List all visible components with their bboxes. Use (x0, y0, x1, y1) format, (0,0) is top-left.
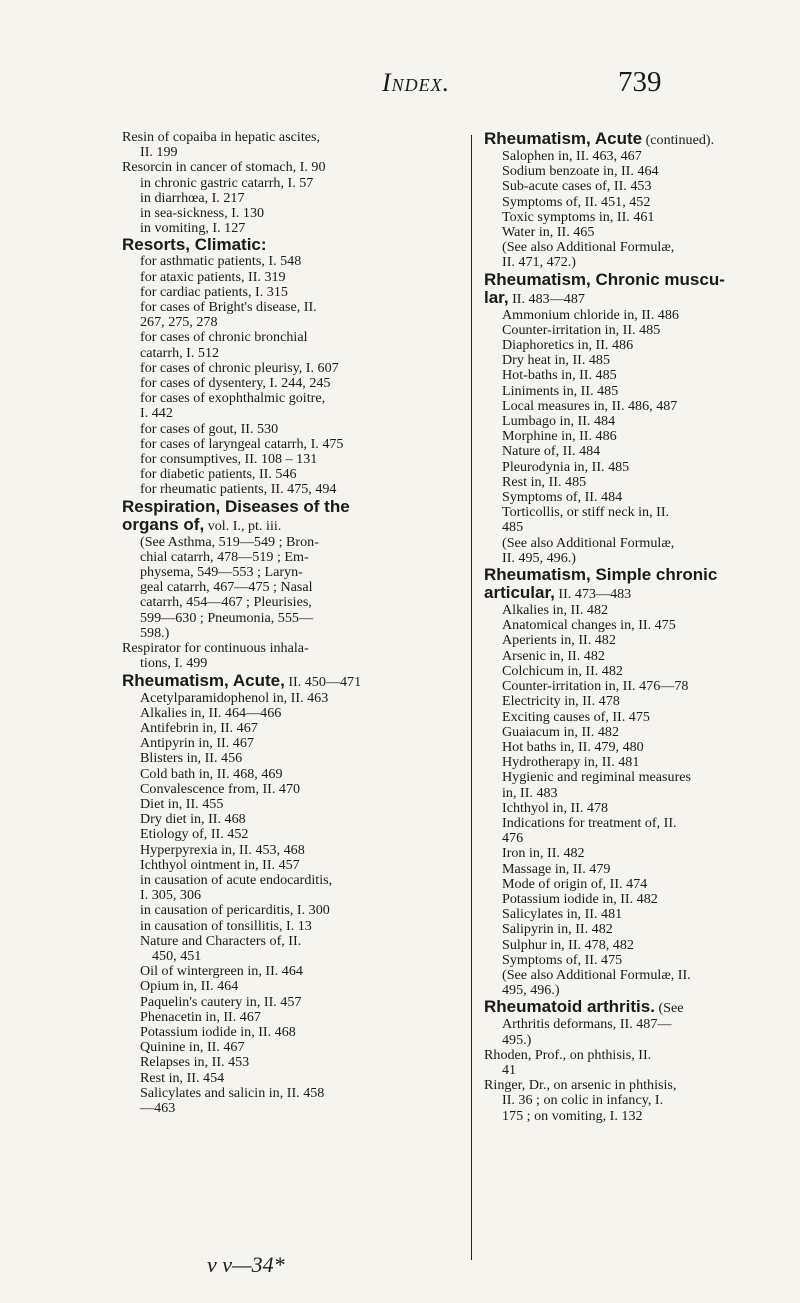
index-entry: Resin of copaiba in hepatic ascites, (122, 129, 321, 145)
index-entry: Rest in, II. 454 (140, 1069, 225, 1086)
index-entry: Rhoden, Prof., on phthisis, II. (484, 1046, 652, 1063)
index-entry: Exciting causes of, II. 475 (502, 708, 650, 725)
index-entry: for asthmatic patients, I. 548 (140, 253, 302, 270)
index-entry: Arthritis deformans, II. 487— (502, 1016, 672, 1033)
index-entry: Water in, II. 465 (502, 224, 595, 241)
index-entry: Dry heat in, II. 485 (502, 352, 611, 369)
heading-text: Respiration, Diseases of the (122, 496, 350, 516)
index-entry: Salipyrin in, II. 482 (502, 921, 613, 938)
index-heading (484, 130, 800, 149)
index-entry: for cases of chronic pleurisy, I. 607 (140, 359, 339, 376)
index-entry: Cold bath in, II. 468, 469 (140, 765, 283, 782)
index-entry: for ataxic patients, II. 319 (140, 268, 286, 285)
index-entry: Quinine in, II. 467 (140, 1039, 245, 1056)
index-entry: Mode of origin of, II. 474 (502, 875, 648, 892)
index-heading (484, 998, 800, 1017)
index-entry: Morphine in, II. 486 (502, 428, 617, 445)
index-heading (122, 498, 452, 516)
column-divider (471, 135, 472, 1260)
index-entry: for consumptives, II. 108 – 131 (140, 451, 318, 468)
index-entry: Nature and Characters of, II. (140, 932, 302, 949)
index-entry: 267, 275, 278 (140, 314, 218, 331)
index-entry: tions, I. 499 (140, 655, 208, 672)
index-entry: 175 ; on vomiting, I. 132 (502, 1107, 643, 1124)
index-entry: Symptoms of, II. 451, 452 (502, 193, 651, 210)
index-heading (484, 289, 800, 308)
heading-text: articular, (484, 583, 555, 603)
page-header (0, 62, 800, 112)
heading-text: lar, (484, 287, 509, 307)
index-entry: (See Asthma, 519—549 ; Bron- (140, 533, 319, 550)
index-entry: (See also Additional Formulæ, (502, 239, 675, 256)
index-entry: Opium in, II. 464 (140, 978, 239, 995)
index-entry: catarrh, 454—467 ; Pleurisies, (140, 594, 312, 611)
index-entry: Sulphur in, II. 478, 482 (502, 936, 634, 953)
index-heading (484, 271, 800, 289)
index-entry: 495, 496.) (502, 982, 560, 999)
index-entry: for cases of exophthalmic goitre, (140, 390, 326, 407)
index-entry: Rest in, II. 485 (502, 473, 587, 490)
heading-reference: (continued). (642, 132, 715, 148)
index-entry: Resorcin in cancer of stomach, I. 90 (122, 159, 326, 176)
index-entry: 450, 451 (152, 947, 202, 964)
index-entry: Symptoms of, II. 484 (502, 489, 623, 506)
signature-mark: v v—34* (207, 1252, 285, 1277)
index-entry: in causation of pericarditis, I. 300 (140, 902, 330, 919)
index-entry: Hygienic and regiminal measures (502, 769, 692, 786)
index-entry: Nature of, II. 484 (502, 443, 601, 460)
index-entry: Ringer, Dr., on arsenic in phthisis, (484, 1077, 677, 1094)
index-entry: Salophen in, II. 463, 467 (502, 148, 642, 164)
index-entry: in, II. 483 (502, 784, 558, 801)
index-entry: Salicylates and salicin in, II. 458 (140, 1084, 325, 1101)
index-entry: Pleurodynia in, II. 485 (502, 458, 630, 475)
index-entry: Potassium iodide in, II. 468 (140, 1023, 296, 1040)
index-entry: Indications for treatment of, II. (502, 814, 677, 831)
index-entry: Salicylates in, II. 481 (502, 906, 623, 923)
index-entry: Guaiacum in, II. 482 (502, 723, 620, 740)
heading-text: Rheumatism, Acute (484, 129, 643, 148)
heading-reference: vol. I., pt. iii. (204, 517, 282, 534)
index-entry: Iron in, II. 482 (502, 845, 585, 862)
index-entry: Relapses in, II. 453 (140, 1054, 250, 1071)
index-entry: Oil of wintergreen in, II. 464 (140, 963, 303, 980)
index-entry: in causation of acute endocarditis, (140, 871, 333, 888)
index-entry: in chronic gastric catarrh, I. 57 (140, 174, 314, 191)
index-entry: Dry diet in, II. 468 (140, 811, 246, 828)
heading-text: Rheumatism, Acute, (122, 670, 285, 690)
index-entry: for cases of dysentery, I. 244, 245 (140, 375, 331, 392)
index-entry: geal catarrh, 467—475 ; Nasal (140, 579, 313, 596)
index-heading (484, 566, 800, 584)
index-entry: Blisters in, II. 456 (140, 750, 243, 767)
index-entry: Phenacetin in, II. 467 (140, 1008, 261, 1025)
index-entry: for cases of gout, II. 530 (140, 420, 279, 437)
index-entry: Toxic symptoms in, II. 461 (502, 208, 655, 225)
index-entry: 599—630 ; Pneumonia, 555— (140, 609, 314, 626)
heading-reference: II. 483—487 (508, 290, 585, 307)
index-entry: Lumbago in, II. 484 (502, 413, 616, 430)
index-entry: (See also Additional Formulæ, II. (502, 966, 691, 983)
heading-text: Rheumatism, Chronic muscu- (484, 269, 725, 289)
index-entry: Hyperpyrexia in, II. 453, 468 (140, 841, 305, 858)
index-entry: Liniments in, II. 485 (502, 382, 619, 399)
index-entry: Antipyrin in, II. 467 (140, 735, 254, 752)
index-entry: chial catarrh, 478—519 ; Em- (140, 548, 309, 565)
index-entry: 41 (502, 1061, 517, 1078)
index-entry: for cases of Bright's disease, II. (140, 299, 317, 316)
index-entry: Electricity in, II. 478 (502, 693, 620, 710)
index-entry: for cases of laryngeal catarrh, I. 475 (140, 435, 344, 452)
index-entry: 495.) (502, 1031, 532, 1048)
index-entry: I. 442 (140, 405, 173, 422)
index-entry: Alkalies in, II. 482 (502, 602, 609, 619)
heading-reference: II. 473—483 (554, 586, 632, 603)
index-entry: Diaphoretics in, II. 486 (502, 337, 634, 354)
index-entry: Respirator for continuous inhala- (122, 640, 309, 657)
page-number: 739 (618, 66, 662, 98)
index-entry: Potassium iodide in, II. 482 (502, 890, 658, 907)
index-entry: Sub-acute cases of, II. 453 (502, 178, 652, 195)
index-entry: Paquelin's cautery in, II. 457 (140, 993, 302, 1010)
index-entry: Alkalies in, II. 464—466 (140, 704, 282, 721)
index-entry: Ichthyol ointment in, II. 457 (140, 856, 300, 873)
index-entry: Etiology of, II. 452 (140, 826, 249, 843)
index-entry: Sodium benzoate in, II. 464 (502, 163, 659, 180)
index-entry: Diet in, II. 455 (140, 795, 224, 812)
index-entry: for rheumatic patients, II. 475, 494 (140, 481, 337, 498)
index-heading (484, 584, 800, 603)
index-entry: II. 471, 472.) (502, 254, 576, 271)
index-entry: Counter-irritation in, II. 485 (502, 321, 661, 338)
index-entry: Antifebrin in, II. 467 (140, 719, 258, 736)
index-entry: II. 199 (140, 144, 178, 161)
heading-text: Resorts, Climatic: (122, 235, 267, 255)
heading-text: organs of, (122, 514, 205, 534)
index-heading (122, 236, 452, 254)
index-entry: Symptoms of, II. 475 (502, 951, 623, 968)
index-entry: I. 305, 306 (140, 887, 202, 904)
index-entry: 485 (502, 519, 524, 536)
index-entry: Acetylparamidophenol in, II. 463 (140, 689, 329, 706)
heading-reference: II. 450—471 (284, 673, 362, 690)
index-entry: 598.) (140, 624, 170, 641)
index-entry: Hot baths in, II. 479, 480 (502, 738, 644, 755)
index-entry: for cardiac patients, I. 315 (140, 283, 288, 300)
index-entry: physema, 549—553 ; Laryn- (140, 564, 303, 581)
index-entry: for diabetic patients, II. 546 (140, 466, 297, 483)
index-entry: Colchicum in, II. 482 (502, 662, 623, 679)
index-entry: catarrh, I. 512 (140, 344, 220, 361)
index-entry: Massage in, II. 479 (502, 860, 611, 877)
index-entry: II. 495, 496.) (502, 549, 576, 566)
index-entry: Ichthyol in, II. 478 (502, 799, 609, 816)
index-entry: Arsenic in, II. 482 (502, 647, 605, 664)
running-title: Index. (382, 68, 451, 97)
index-entry: Torticollis, or stiff neck in, II. (502, 504, 670, 521)
index-column-left (122, 130, 452, 1116)
index-entry: Hot-baths in, II. 485 (502, 367, 617, 384)
index-entry: II. 36 ; on colic in infancy, I. (502, 1092, 664, 1109)
index-entry: for cases of chronic bronchial (140, 329, 308, 346)
heading-text: Rheumatism, Simple chronic (484, 565, 718, 585)
index-entry: Ammonium chloride in, II. 486 (502, 306, 679, 323)
index-entry: in causation of tonsillitis, I. 13 (140, 917, 312, 934)
index-entry: —463 (140, 1099, 176, 1116)
index-entry: Aperients in, II. 482 (502, 632, 616, 649)
index-column-right (484, 130, 800, 1124)
heading-text: Rheumatoid arthritis. (484, 997, 655, 1017)
index-entry: Convalescence from, II. 470 (140, 780, 301, 797)
index-entry: Counter-irritation in, II. 476—78 (502, 678, 689, 695)
index-entry: Local measures in, II. 486, 487 (502, 397, 678, 414)
index-entry: Anatomical changes in, II. 475 (502, 617, 676, 634)
heading-reference: (See (654, 1000, 684, 1017)
index-entry: 476 (502, 830, 524, 847)
index-entry: (See also Additional Formulæ, (502, 534, 675, 551)
index-heading (122, 672, 452, 691)
index-entry: in diarrhœa, I. 217 (140, 189, 245, 206)
index-heading (122, 516, 452, 535)
index-entry: in sea-sickness, I. 130 (140, 205, 265, 222)
index-entry: Hydrotherapy in, II. 481 (502, 754, 640, 771)
index-entry: in vomiting, I. 127 (140, 220, 246, 237)
